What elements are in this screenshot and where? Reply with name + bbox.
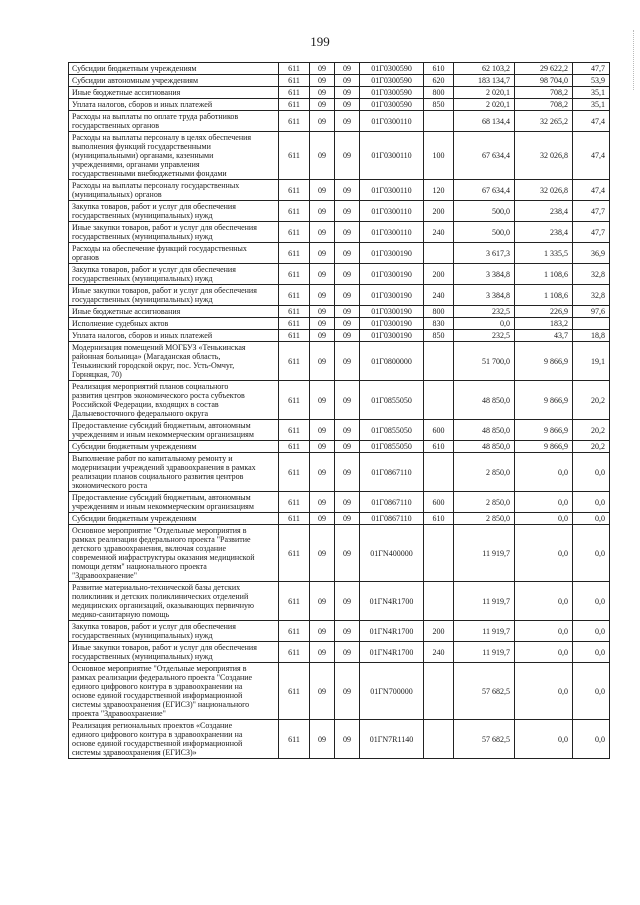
name-cell: Исполнение судебных актов: [69, 318, 279, 330]
table-row: [69, 243, 610, 264]
expense-type-cell: [424, 342, 454, 381]
ministry-code-cell: 611: [279, 330, 310, 342]
section-code-cell: 09: [310, 201, 335, 222]
name-cell: Закупка товаров, работ и услуг для обеспечения государственных (муниципальных) нужд: [69, 201, 279, 222]
subsection-code-cell: 09: [335, 243, 360, 264]
section-code-cell: 09: [310, 720, 335, 759]
ministry-code-cell: 611: [279, 453, 310, 492]
ministry-code-cell: 611: [279, 420, 310, 441]
expense-type-cell: 850: [424, 330, 454, 342]
target-article-cell: 01Г0300190: [360, 318, 424, 330]
name-cell: Закупка товаров, работ и услуг для обеспечения государственных (муниципальных) нужд: [69, 621, 279, 642]
percent-cell: 47,7: [573, 63, 610, 75]
plan-amount-cell: 500,0: [454, 201, 515, 222]
table-row: [69, 75, 610, 87]
executed-amount-cell: 238,4: [515, 201, 573, 222]
ministry-code-cell: 611: [279, 180, 310, 201]
expense-type-cell: 610: [424, 513, 454, 525]
name-cell: Предоставление субсидий бюджетным, автономным учреждениям и иным некоммерческим организациям: [69, 420, 279, 441]
target-article-cell: 01ГN400000: [360, 525, 424, 582]
plan-amount-cell: 2 850,0: [454, 492, 515, 513]
ministry-code-cell: 611: [279, 75, 310, 87]
table-row: [69, 492, 610, 513]
section-code-cell: 09: [310, 285, 335, 306]
name-cell: Субсидии автономным учреждениям: [69, 75, 279, 87]
page-number: 199: [310, 34, 330, 49]
plan-amount-cell: 68 134,4: [454, 111, 515, 132]
percent-cell: 19,1: [573, 342, 610, 381]
subsection-code-cell: 09: [335, 441, 360, 453]
expense-type-cell: [424, 582, 454, 621]
section-code-cell: 09: [310, 222, 335, 243]
plan-amount-cell: 2 850,0: [454, 453, 515, 492]
ministry-code-cell: 611: [279, 132, 310, 180]
name-cell: Выполнение работ по капитальному ремонту и модернизации учреждений здравоохранения в рамках реализации планов социального развития центров экономического роста: [69, 453, 279, 492]
budget-table-wrapper: [68, 62, 609, 759]
expense-type-cell: 200: [424, 264, 454, 285]
table-row: [69, 264, 610, 285]
executed-amount-cell: 0,0: [515, 525, 573, 582]
expense-type-cell: 600: [424, 492, 454, 513]
percent-cell: 0,0: [573, 642, 610, 663]
target-article-cell: 01Г0300590: [360, 75, 424, 87]
subsection-code-cell: 09: [335, 99, 360, 111]
ministry-code-cell: 611: [279, 621, 310, 642]
table-row: [69, 642, 610, 663]
plan-amount-cell: 11 919,7: [454, 525, 515, 582]
plan-amount-cell: 67 634,4: [454, 180, 515, 201]
expense-type-cell: [424, 453, 454, 492]
target-article-cell: 01Г0300590: [360, 87, 424, 99]
section-code-cell: 09: [310, 342, 335, 381]
target-article-cell: 01Г0300110: [360, 111, 424, 132]
target-article-cell: 01ГN7R1140: [360, 720, 424, 759]
expense-type-cell: 800: [424, 306, 454, 318]
table-row: [69, 99, 610, 111]
name-cell: Основное мероприятие "Отдельные мероприятия в рамках реализации федерального проекта "Создание единого цифрового контура в здравоохранении на основе единой государственной информационной системы здравоохранения (ЕГИСЗ)" национального проекта "Здравоохранение": [69, 663, 279, 720]
expense-type-cell: 240: [424, 222, 454, 243]
expense-type-cell: 200: [424, 621, 454, 642]
section-code-cell: 09: [310, 381, 335, 420]
percent-cell: 20,2: [573, 381, 610, 420]
executed-amount-cell: 0,0: [515, 621, 573, 642]
percent-cell: 20,2: [573, 420, 610, 441]
expense-type-cell: 850: [424, 99, 454, 111]
subsection-code-cell: 09: [335, 720, 360, 759]
executed-amount-cell: 708,2: [515, 87, 573, 99]
subsection-code-cell: 09: [335, 318, 360, 330]
target-article-cell: 01ГN4R1700: [360, 582, 424, 621]
section-code-cell: 09: [310, 264, 335, 285]
target-article-cell: 01Г0855050: [360, 420, 424, 441]
ministry-code-cell: 611: [279, 642, 310, 663]
percent-cell: 35,1: [573, 99, 610, 111]
plan-amount-cell: 11 919,7: [454, 621, 515, 642]
plan-amount-cell: 62 103,2: [454, 63, 515, 75]
ministry-code-cell: 611: [279, 201, 310, 222]
section-code-cell: 09: [310, 513, 335, 525]
percent-cell: [573, 318, 610, 330]
executed-amount-cell: 226,9: [515, 306, 573, 318]
subsection-code-cell: 09: [335, 453, 360, 492]
plan-amount-cell: 183 134,7: [454, 75, 515, 87]
target-article-cell: 01ГN4R1700: [360, 621, 424, 642]
section-code-cell: 09: [310, 99, 335, 111]
plan-amount-cell: 0,0: [454, 318, 515, 330]
table-row: [69, 525, 610, 582]
name-cell: Предоставление субсидий бюджетным, автономным учреждениям и иным некоммерческим организациям: [69, 492, 279, 513]
table-row: [69, 132, 610, 180]
executed-amount-cell: 0,0: [515, 513, 573, 525]
target-article-cell: 01Г0300590: [360, 99, 424, 111]
percent-cell: 47,4: [573, 180, 610, 201]
subsection-code-cell: 09: [335, 264, 360, 285]
subsection-code-cell: 09: [335, 222, 360, 243]
section-code-cell: 09: [310, 621, 335, 642]
executed-amount-cell: 98 704,0: [515, 75, 573, 87]
percent-cell: 0,0: [573, 663, 610, 720]
executed-amount-cell: 9 866,9: [515, 381, 573, 420]
table-row: [69, 420, 610, 441]
table-row: [69, 513, 610, 525]
expense-type-cell: [424, 663, 454, 720]
name-cell: Иные закупки товаров, работ и услуг для обеспечения государственных (муниципальных) нужд: [69, 642, 279, 663]
name-cell: Расходы на выплаты персоналу в целях обеспечения выполнения функций государственными (муниципальными) органами, казенными учреждениями, органами управления государственными внебюджетными фондами: [69, 132, 279, 180]
percent-cell: 0,0: [573, 582, 610, 621]
section-code-cell: 09: [310, 453, 335, 492]
plan-amount-cell: 500,0: [454, 222, 515, 243]
table-row: [69, 63, 610, 75]
executed-amount-cell: 1 335,5: [515, 243, 573, 264]
percent-cell: 36,9: [573, 243, 610, 264]
ministry-code-cell: 611: [279, 318, 310, 330]
table-row: [69, 342, 610, 381]
name-cell: Уплата налогов, сборов и иных платежей: [69, 99, 279, 111]
expense-type-cell: 600: [424, 420, 454, 441]
expense-type-cell: 620: [424, 75, 454, 87]
target-article-cell: 01Г0867110: [360, 453, 424, 492]
table-row: [69, 663, 610, 720]
section-code-cell: 09: [310, 306, 335, 318]
expense-type-cell: 830: [424, 318, 454, 330]
target-article-cell: 01Г0867110: [360, 492, 424, 513]
budget-table-body: [69, 63, 610, 759]
subsection-code-cell: 09: [335, 420, 360, 441]
budget-table: [68, 62, 610, 759]
table-row: [69, 441, 610, 453]
executed-amount-cell: 0,0: [515, 663, 573, 720]
executed-amount-cell: 43,7: [515, 330, 573, 342]
subsection-code-cell: 09: [335, 525, 360, 582]
percent-cell: 47,4: [573, 111, 610, 132]
executed-amount-cell: 9 866,9: [515, 342, 573, 381]
table-row: [69, 318, 610, 330]
section-code-cell: 09: [310, 420, 335, 441]
name-cell: Уплата налогов, сборов и иных платежей: [69, 330, 279, 342]
ministry-code-cell: 611: [279, 306, 310, 318]
section-code-cell: 09: [310, 642, 335, 663]
percent-cell: 0,0: [573, 453, 610, 492]
plan-amount-cell: 2 020,1: [454, 87, 515, 99]
ministry-code-cell: 611: [279, 525, 310, 582]
section-code-cell: 09: [310, 75, 335, 87]
section-code-cell: 09: [310, 87, 335, 99]
ministry-code-cell: 611: [279, 513, 310, 525]
percent-cell: 32,8: [573, 264, 610, 285]
subsection-code-cell: 09: [335, 75, 360, 87]
executed-amount-cell: 9 866,9: [515, 420, 573, 441]
name-cell: Развитие материально-технической базы детских поликлиник и детских поликлинических отделений медицинских организаций, оказывающих первичную медико-санитарную помощь: [69, 582, 279, 621]
subsection-code-cell: 09: [335, 582, 360, 621]
name-cell: Субсидии бюджетным учреждениям: [69, 513, 279, 525]
expense-type-cell: 200: [424, 201, 454, 222]
target-article-cell: 01Г0800000: [360, 342, 424, 381]
subsection-code-cell: 09: [335, 306, 360, 318]
ministry-code-cell: 611: [279, 342, 310, 381]
target-article-cell: 01ГN4R1700: [360, 642, 424, 663]
plan-amount-cell: 57 682,5: [454, 663, 515, 720]
percent-cell: 32,8: [573, 285, 610, 306]
executed-amount-cell: 1 108,6: [515, 285, 573, 306]
expense-type-cell: 610: [424, 441, 454, 453]
section-code-cell: 09: [310, 111, 335, 132]
table-row: [69, 621, 610, 642]
executed-amount-cell: 32 026,8: [515, 180, 573, 201]
target-article-cell: 01Г0855050: [360, 441, 424, 453]
ministry-code-cell: 611: [279, 111, 310, 132]
expense-type-cell: [424, 381, 454, 420]
plan-amount-cell: 232,5: [454, 306, 515, 318]
plan-amount-cell: 48 850,0: [454, 441, 515, 453]
ministry-code-cell: 611: [279, 264, 310, 285]
executed-amount-cell: 0,0: [515, 582, 573, 621]
subsection-code-cell: 09: [335, 180, 360, 201]
section-code-cell: 09: [310, 492, 335, 513]
percent-cell: 35,1: [573, 87, 610, 99]
table-row: [69, 87, 610, 99]
plan-amount-cell: 3 617,3: [454, 243, 515, 264]
section-code-cell: 09: [310, 318, 335, 330]
plan-amount-cell: 2 850,0: [454, 513, 515, 525]
table-row: [69, 582, 610, 621]
table-row: [69, 330, 610, 342]
section-code-cell: 09: [310, 132, 335, 180]
expense-type-cell: 800: [424, 87, 454, 99]
table-row: [69, 306, 610, 318]
name-cell: Расходы на выплаты по оплате труда работников государственных органов: [69, 111, 279, 132]
ministry-code-cell: 611: [279, 285, 310, 306]
ministry-code-cell: 611: [279, 243, 310, 264]
section-code-cell: 09: [310, 663, 335, 720]
subsection-code-cell: 09: [335, 381, 360, 420]
percent-cell: 47,7: [573, 222, 610, 243]
subsection-code-cell: 09: [335, 342, 360, 381]
plan-amount-cell: 11 919,7: [454, 642, 515, 663]
target-article-cell: 01Г0300590: [360, 63, 424, 75]
plan-amount-cell: 51 700,0: [454, 342, 515, 381]
executed-amount-cell: 708,2: [515, 99, 573, 111]
table-row: [69, 111, 610, 132]
section-code-cell: 09: [310, 441, 335, 453]
table-row: [69, 720, 610, 759]
section-code-cell: 09: [310, 63, 335, 75]
expense-type-cell: 240: [424, 285, 454, 306]
table-row: [69, 201, 610, 222]
executed-amount-cell: 183,2: [515, 318, 573, 330]
percent-cell: 18,8: [573, 330, 610, 342]
target-article-cell: 01Г0300110: [360, 201, 424, 222]
target-article-cell: 01Г0300190: [360, 243, 424, 264]
ministry-code-cell: 611: [279, 663, 310, 720]
subsection-code-cell: 09: [335, 285, 360, 306]
section-code-cell: 09: [310, 243, 335, 264]
subsection-code-cell: 09: [335, 513, 360, 525]
executed-amount-cell: 1 108,6: [515, 264, 573, 285]
table-row: [69, 453, 610, 492]
expense-type-cell: 240: [424, 642, 454, 663]
ministry-code-cell: 611: [279, 441, 310, 453]
ministry-code-cell: 611: [279, 720, 310, 759]
expense-type-cell: [424, 720, 454, 759]
ministry-code-cell: 611: [279, 99, 310, 111]
percent-cell: 0,0: [573, 492, 610, 513]
executed-amount-cell: 0,0: [515, 642, 573, 663]
subsection-code-cell: 09: [335, 492, 360, 513]
target-article-cell: 01Г0300190: [360, 285, 424, 306]
subsection-code-cell: 09: [335, 330, 360, 342]
target-article-cell: 01Г0300110: [360, 180, 424, 201]
subsection-code-cell: 09: [335, 642, 360, 663]
name-cell: Расходы на обеспечение функций государственных органов: [69, 243, 279, 264]
name-cell: Основное мероприятие "Отдельные мероприятия в рамках реализации федерального проекта "Развитие детского здравоохранения, включая создание современной инфраструктуры оказания медицинской помощи детям" национального проекта "Здравоохранение": [69, 525, 279, 582]
percent-cell: 97,6: [573, 306, 610, 318]
percent-cell: 47,7: [573, 201, 610, 222]
percent-cell: 0,0: [573, 513, 610, 525]
section-code-cell: 09: [310, 582, 335, 621]
name-cell: Иные закупки товаров, работ и услуг для обеспечения государственных (муниципальных) нужд: [69, 285, 279, 306]
ministry-code-cell: 611: [279, 492, 310, 513]
subsection-code-cell: 09: [335, 111, 360, 132]
target-article-cell: 01ГN700000: [360, 663, 424, 720]
target-article-cell: 01Г0300110: [360, 222, 424, 243]
subsection-code-cell: 09: [335, 132, 360, 180]
plan-amount-cell: 232,5: [454, 330, 515, 342]
plan-amount-cell: 3 384,8: [454, 285, 515, 306]
name-cell: Модернизация помещений МОГБУЗ «Тенькинская районная больница» (Магаданская область, Тенькинский городской округ, пос. Усть-Омчуг, Горняцкая, 70): [69, 342, 279, 381]
subsection-code-cell: 09: [335, 621, 360, 642]
table-row: [69, 180, 610, 201]
executed-amount-cell: 32 265,2: [515, 111, 573, 132]
executed-amount-cell: 29 622,2: [515, 63, 573, 75]
table-row: [69, 285, 610, 306]
ministry-code-cell: 611: [279, 222, 310, 243]
name-cell: Расходы на выплаты персоналу государственных (муниципальных) органов: [69, 180, 279, 201]
expense-type-cell: [424, 243, 454, 264]
expense-type-cell: 120: [424, 180, 454, 201]
percent-cell: 47,4: [573, 132, 610, 180]
target-article-cell: 01Г0300190: [360, 264, 424, 285]
percent-cell: 0,0: [573, 720, 610, 759]
percent-cell: 53,9: [573, 75, 610, 87]
target-article-cell: 01Г0300110: [360, 132, 424, 180]
percent-cell: 0,0: [573, 525, 610, 582]
executed-amount-cell: 32 026,8: [515, 132, 573, 180]
percent-cell: 20,2: [573, 441, 610, 453]
name-cell: Реализация мероприятий планов социального развития центров экономического роста субъектов Российской Федерации, входящих в состав Дальневосточного федерального округа: [69, 381, 279, 420]
executed-amount-cell: 0,0: [515, 720, 573, 759]
name-cell: Субсидии бюджетным учреждениям: [69, 63, 279, 75]
percent-cell: 0,0: [573, 621, 610, 642]
plan-amount-cell: 48 850,0: [454, 420, 515, 441]
target-article-cell: 01Г0300190: [360, 306, 424, 318]
name-cell: Закупка товаров, работ и услуг для обеспечения государственных (муниципальных) нужд: [69, 264, 279, 285]
target-article-cell: 01Г0300190: [360, 330, 424, 342]
ministry-code-cell: 611: [279, 87, 310, 99]
table-row: [69, 381, 610, 420]
ministry-code-cell: 611: [279, 63, 310, 75]
plan-amount-cell: 11 919,7: [454, 582, 515, 621]
section-code-cell: 09: [310, 180, 335, 201]
name-cell: Реализация региональных проектов «Создание единого цифрового контура в здравоохранении на основе единой государственной информационной системы здравоохранения (ЕГИСЗ)»: [69, 720, 279, 759]
name-cell: Иные бюджетные ассигнования: [69, 306, 279, 318]
table-row: [69, 222, 610, 243]
expense-type-cell: 610: [424, 63, 454, 75]
expense-type-cell: [424, 525, 454, 582]
executed-amount-cell: 0,0: [515, 492, 573, 513]
subsection-code-cell: 09: [335, 663, 360, 720]
executed-amount-cell: 9 866,9: [515, 441, 573, 453]
executed-amount-cell: 238,4: [515, 222, 573, 243]
section-code-cell: 09: [310, 525, 335, 582]
plan-amount-cell: 3 384,8: [454, 264, 515, 285]
ministry-code-cell: 611: [279, 582, 310, 621]
name-cell: Субсидии бюджетным учреждениям: [69, 441, 279, 453]
subsection-code-cell: 09: [335, 87, 360, 99]
ministry-code-cell: 611: [279, 381, 310, 420]
expense-type-cell: 100: [424, 132, 454, 180]
target-article-cell: 01Г0855050: [360, 381, 424, 420]
plan-amount-cell: 67 634,4: [454, 132, 515, 180]
executed-amount-cell: 0,0: [515, 453, 573, 492]
section-code-cell: 09: [310, 330, 335, 342]
plan-amount-cell: 48 850,0: [454, 381, 515, 420]
expense-type-cell: [424, 111, 454, 132]
name-cell: Иные бюджетные ассигнования: [69, 87, 279, 99]
subsection-code-cell: 09: [335, 63, 360, 75]
plan-amount-cell: 2 020,1: [454, 99, 515, 111]
name-cell: Иные закупки товаров, работ и услуг для обеспечения государственных (муниципальных) нужд: [69, 222, 279, 243]
plan-amount-cell: 57 682,5: [454, 720, 515, 759]
subsection-code-cell: 09: [335, 201, 360, 222]
target-article-cell: 01Г0867110: [360, 513, 424, 525]
